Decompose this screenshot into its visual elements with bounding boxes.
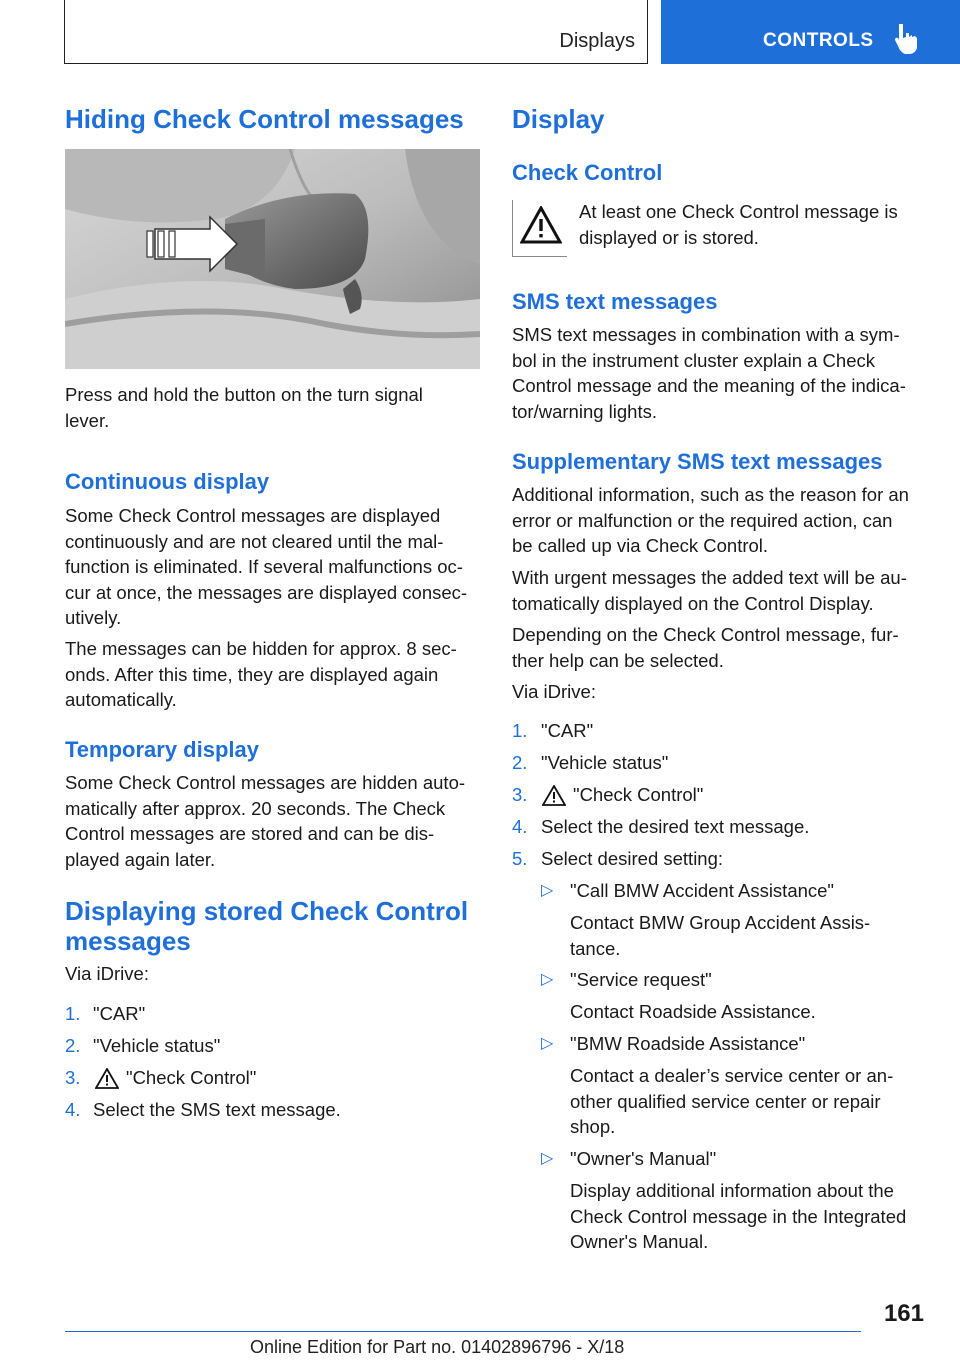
heading-temporary-display: Temporary display <box>65 737 259 762</box>
step-number: 1. <box>65 1003 81 1024</box>
footer-divider <box>65 1331 861 1332</box>
option-description: Contact Roadside Assistance. <box>570 1001 816 1022</box>
step-number: 2. <box>65 1035 81 1056</box>
bullet-marker: ▷ <box>541 1035 554 1052</box>
step-text: "Check Control" <box>573 784 704 805</box>
paragraph-supplementary-1: Additional information, such as the reason for an error or malfunction or the required action, can be called up via Check Control. <box>512 484 909 556</box>
heading-sms-text-messages: SMS text messages <box>512 289 718 314</box>
step-text: "Vehicle status" <box>541 752 669 773</box>
step-number: 2. <box>512 752 528 773</box>
warning-symbol-box <box>512 200 567 257</box>
heading-continuous-display: Continuous display <box>65 469 270 494</box>
option-description: Contact a dealer’s service center or an‐ other qualified service center or repair shop. <box>570 1065 894 1137</box>
heading-hiding-check-control: Hiding Check Control messages <box>65 104 464 134</box>
option-call-bmw-accident: "Call BMW Accident Assistance" <box>570 880 835 901</box>
paragraph-press-hold: Press and hold the button on the turn signal lever. <box>65 384 423 431</box>
heading-displaying-stored: Displaying stored Check Control messages <box>65 896 469 956</box>
turn-signal-lever-image <box>65 149 480 369</box>
footer-edition: Online Edition for Part no. 01402896796 - X/18 <box>250 1337 625 1357</box>
step-text: Select the SMS text message. <box>93 1099 341 1120</box>
step-number: 4. <box>512 816 528 837</box>
warning-triangle-icon <box>95 1068 119 1089</box>
paragraph-continuous-2: The messages can be hidden for approx. 8 sec‐ onds. After this time, they are displayed again automatically. <box>65 638 457 710</box>
option-description: Display additional information about the Check Control message in the Integrated Owner's Manual. <box>570 1180 907 1252</box>
heading-display: Display <box>512 104 605 134</box>
chapter-title: CONTROLS <box>763 30 874 51</box>
page-number: 161 <box>883 1300 924 1327</box>
paragraph-supplementary-3: Depending on the Check Control message, fur‐ ther help can be selected. <box>512 624 899 671</box>
bullet-marker: ▷ <box>541 882 554 899</box>
step-text: "CAR" <box>93 1003 146 1024</box>
heading-supplementary-sms: Supplementary SMS text messages <box>512 449 883 474</box>
paragraph-sms: SMS text messages in combination with a sym‐ bol in the instrument cluster explain a Check Control message and the meaning of the indica‐ tor/warning lights. <box>512 324 906 422</box>
bullet-marker: ▷ <box>541 1150 554 1167</box>
paragraph-temporary: Some Check Control messages are hidden auto‐ matically after approx. 20 seconds. The Check Control messages are stored and can be dis‐ played again later. <box>65 772 466 870</box>
warning-triangle-icon <box>520 206 562 244</box>
step-number: 3. <box>65 1067 81 1088</box>
paragraph-supplementary-2: With urgent messages the added text will be au‐ tomatically displayed on the Control Display. <box>512 567 907 614</box>
paragraph-continuous-1: Some Check Control messages are displayed continuously and are not cleared until the mal‐ function is eliminated. If several malfunctions oc‐ cur at once, the messages are displayed consec‐ utively. <box>65 505 468 628</box>
step-text: "CAR" <box>541 720 594 741</box>
via-idrive-left: Via iDrive: <box>65 963 149 984</box>
pointing-hand-icon <box>893 22 923 56</box>
step-number: 5. <box>512 848 528 869</box>
step-number: 3. <box>512 784 528 805</box>
bullet-marker: ▷ <box>541 971 554 988</box>
via-idrive-right: Via iDrive: <box>512 681 596 702</box>
step-text: Select desired setting: <box>541 848 724 869</box>
step-text: "Vehicle status" <box>93 1035 221 1056</box>
step-number: 4. <box>65 1099 81 1120</box>
warning-triangle-icon <box>542 785 566 806</box>
step-text: Select the desired text message. <box>541 816 810 837</box>
option-bmw-roadside: "BMW Roadside Assistance" <box>570 1033 806 1054</box>
step-text: "Check Control" <box>126 1067 257 1088</box>
heading-check-control: Check Control <box>512 160 663 185</box>
step-number: 1. <box>512 720 528 741</box>
option-description: Contact BMW Group Accident Assis‐ tance. <box>570 912 871 959</box>
section-title: Displays <box>559 30 635 52</box>
option-owners-manual: "Owner's Manual" <box>570 1148 717 1169</box>
paragraph-check-control: At least one Check Control message is displayed or is stored. <box>579 201 898 248</box>
chapter-tab[interactable] <box>661 0 960 64</box>
option-service-request: "Service request" <box>570 969 712 990</box>
header-section-box <box>64 0 648 64</box>
